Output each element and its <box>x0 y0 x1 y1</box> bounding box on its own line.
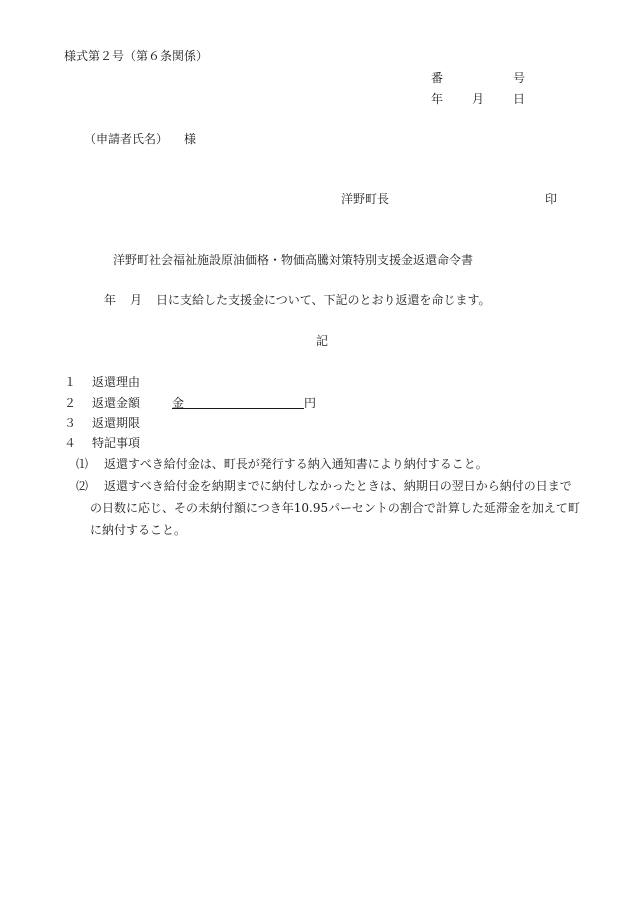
item-number: ２ <box>64 396 77 410</box>
list-item-deadline <box>64 415 140 431</box>
addressee-name-placeholder: （申請者氏名） <box>84 132 169 146</box>
item-number: １ <box>64 375 77 389</box>
item-label: 特記事項 <box>92 436 141 450</box>
list-item-reason <box>64 374 140 390</box>
ki-heading: 記 <box>316 334 329 348</box>
addressee-honorific: 様 <box>184 132 197 146</box>
date-day-label: 日 <box>513 92 526 106</box>
number-go-label: 号 <box>513 71 526 85</box>
list-item-special-notes <box>64 435 140 451</box>
amount-suffix: 円 <box>304 396 317 410</box>
intro-text: 日に支給した支援金について、下記のとおり返還を命じます。 <box>156 293 491 307</box>
intro-month-label: 月 <box>130 293 143 307</box>
note-1 <box>76 453 580 475</box>
amount-field <box>172 395 316 411</box>
item-label: 返還期限 <box>92 416 141 430</box>
note-2 <box>76 475 580 541</box>
date-month-label: 月 <box>472 92 485 106</box>
issuer-title: 洋野町長 <box>341 192 390 206</box>
list-item-amount <box>64 395 140 411</box>
document-title: 洋野町社会福祉施設原油価格・物価高騰対策特別支援金返還命令書 <box>113 253 474 267</box>
number-ban-label: 番 <box>431 71 444 85</box>
note-text: 返還すべき給付金を納期までに納付しなかったときは、納期日の翌日から納付の日までの日数に応じ、その未納付額につき年10.95パーセントの割合で計算した延滞金を加えて町に納付すること。 <box>90 479 580 537</box>
note-marker: ⑵ <box>76 479 89 493</box>
amount-blank <box>184 395 304 411</box>
note-text: 返還すべき給付金は、町長が発行する納入通知書により納付すること。 <box>104 457 488 471</box>
note-marker: ⑴ <box>76 457 89 471</box>
issuer-seal: 印 <box>545 192 558 206</box>
item-number: ３ <box>64 416 77 430</box>
item-label: 返還理由 <box>92 375 141 389</box>
item-label: 返還金額 <box>92 396 141 410</box>
item-number: ４ <box>64 436 77 450</box>
form-label: 様式第２号（第６条関係） <box>64 49 209 63</box>
intro-year-label: 年 <box>104 293 117 307</box>
amount-prefix: 金 <box>172 396 185 410</box>
date-year-label: 年 <box>431 92 444 106</box>
